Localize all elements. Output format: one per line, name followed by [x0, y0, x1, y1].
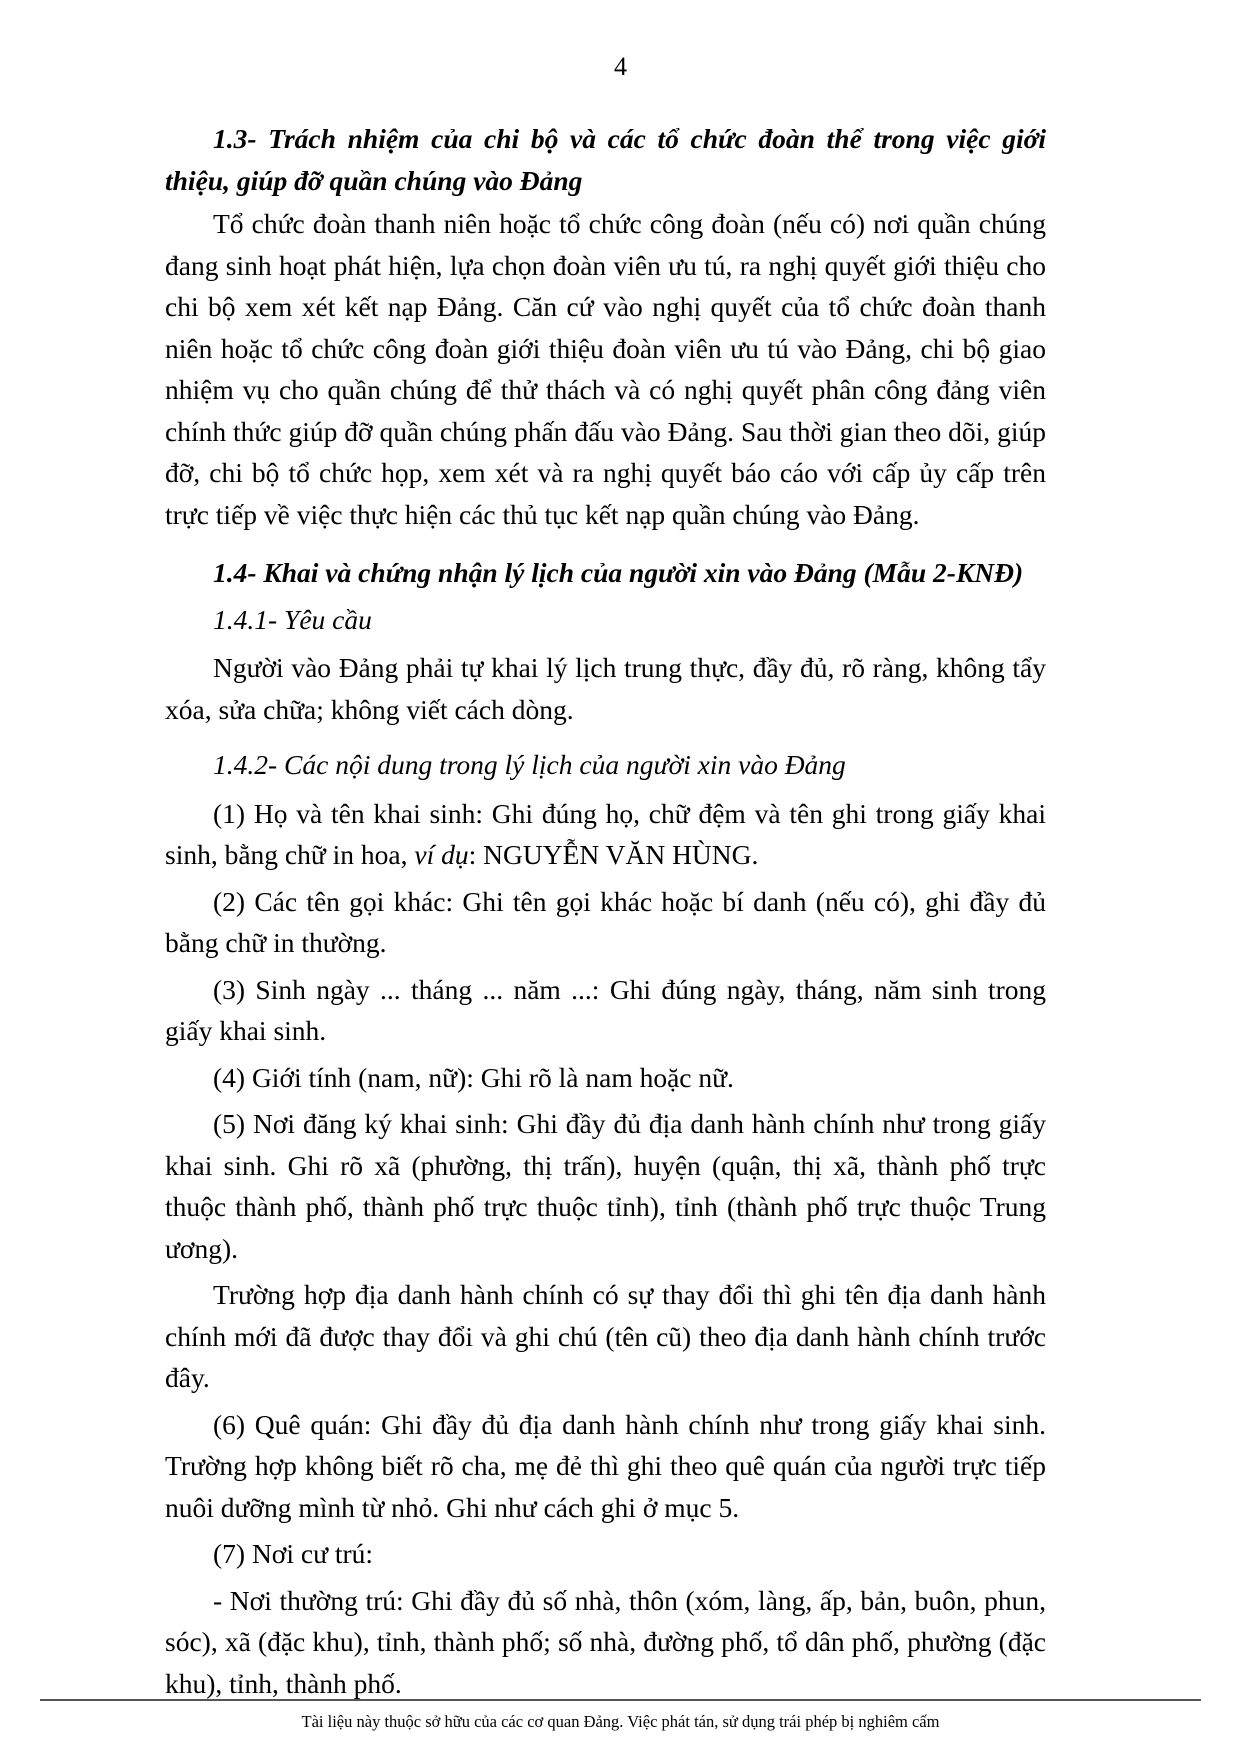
spacer: [165, 535, 1046, 544]
list-item-7: (7) Nơi cư trú:: [213, 1538, 374, 1569]
list-item-6: (6) Quê quán: Ghi đầy đủ địa danh hành chính như trong giấy khai sinh. Trường hợp không biết rõ cha, mẹ đẻ thì ghi theo quê quán của người trực tiếp nuôi dưỡng mình từ nhỏ. Ghi như cách ghi ở mục 5.: [165, 1408, 1046, 1523]
spacer: [165, 730, 1046, 739]
list-item-1-text-part1: (1) Họ và tên khai sinh: Ghi đúng họ, chữ đệm và tên ghi trong giấy khai sinh, bằng chữ in hoa,: [165, 797, 1046, 870]
heading-1-3: 1.3- Trách nhiệm của chi bộ và các tổ chức đoàn thể trong việc giới thiệu, giúp đỡ quần chúng vào Đảng: [165, 123, 1046, 196]
paragraph-5-note: Trường hợp địa danh hành chính có sự thay đổi thì ghi tên địa danh hành chính mới đã được thay đổi và ghi chú (tên cũ) theo địa danh hành chính trước đây.: [165, 1279, 1046, 1393]
list-item-5: (5) Nơi đăng ký khai sinh: Ghi đầy đủ địa danh hành chính như trong giấy khai sinh. Ghi rõ xã (phường, thị trấn), huyện (quận, thị xã, thành phố trực thuộc thành phố, thành phố trực thuộc tỉnh), tỉnh (thành phố trực thuộc Trung ương).: [165, 1108, 1046, 1264]
paragraph-1-3-body: Tổ chức đoàn thanh niên hoặc tổ chức công đoàn (nếu có) nơi quần chúng đang sinh hoạt phát hiện, lựa chọn đoàn viên ưu tú, ra nghị quyết giới thiệu cho chi bộ xem xét kết nạp Đảng. Căn cứ vào nghị quyết của tổ chức đoàn thanh niên hoặc tổ chức công đoàn giới thiệu đoàn viên ưu tú vào Đảng, chi bộ giao nhiệm vụ cho quần chúng để thử thách và có nghị quyết phân công đảng viên chính thức giúp đỡ quần chúng phấn đấu vào Đảng. Sau thời gian theo dõi, giúp đỡ, chi bộ tổ chức họp, xem xét và ra nghị quyết báo cáo với cấp ủy cấp trên trực tiếp về việc thực hiện các thủ tục kết nạp quần chúng vào Đảng.: [165, 208, 1046, 530]
list-item-1: [165, 793, 1046, 876]
list-item-4: (4) Giới tính (nam, nữ): Ghi rõ là nam hoặc nữ.: [213, 1061, 734, 1093]
list-item-1-text-part2: : NGUYỄN VĂN HÙNG.: [468, 839, 759, 870]
footer-divider: [40, 1699, 1201, 1701]
page-content: [165, 110, 1046, 1704]
list-item-2: (2) Các tên gọi khác: Ghi tên gọi khác hoặc bí danh (nếu có), ghi đầy đủ bằng chữ in thường.: [165, 885, 1046, 958]
heading-1-4-2: 1.4.2- Các nội dung trong lý lịch của người xin vào Đảng: [213, 749, 846, 780]
paragraph-1-4-1-body: Người vào Đảng phải tự khai lý lịch trung thực, đầy đủ, rõ ràng, không tẩy xóa, sửa chữa; không viết cách dòng.: [165, 652, 1046, 725]
list-item-1-example-label: ví dụ: [414, 839, 469, 870]
heading-1-4: 1.4- Khai và chứng nhận lý lịch của người xin vào Đảng (Mẫu 2-KNĐ): [213, 557, 1024, 588]
list-item-7-sub-1: - Nơi thường trú: Ghi đầy đủ số nhà, thôn (xóm, làng, ấp, bản, buôn, phun, sóc), xã (đặc khu), tỉnh, thành phố; số nhà, đường phố, tổ dân phố, phường (đặc khu), tỉnh, thành phố.: [165, 1584, 1046, 1699]
page-number: 4: [614, 52, 627, 81]
footer-note: Tài liệu này thuộc sở hữu của các cơ quan Đảng. Việc phát tán, sử dụng trái phép bị nghiêm cấm: [301, 1712, 940, 1731]
heading-1-4-1: 1.4.1- Yêu cầu: [213, 603, 372, 635]
list-item-3: (3) Sinh ngày ... tháng ... năm ...: Ghi đúng ngày, tháng, năm sinh trong giấy khai sinh.: [165, 973, 1046, 1046]
